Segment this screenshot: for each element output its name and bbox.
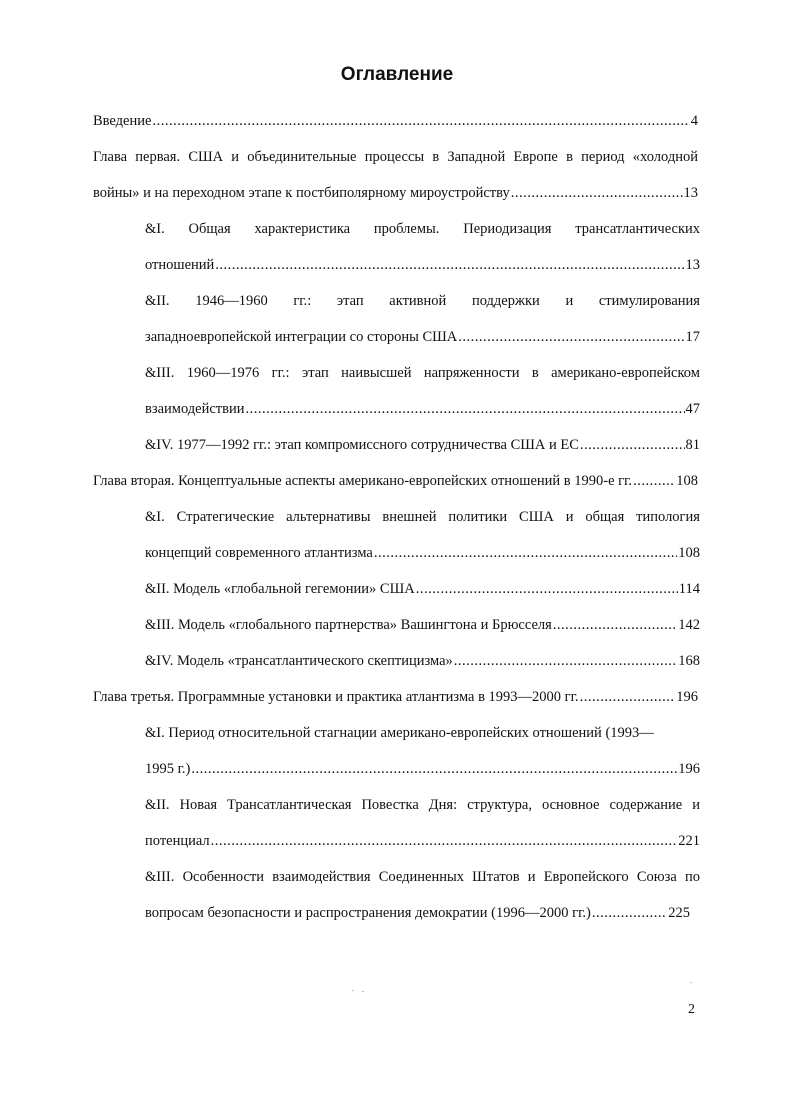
toc-word: Штатов: [472, 869, 520, 885]
toc-page-number: 142: [678, 617, 700, 633]
toc-word: в: [531, 365, 539, 381]
toc-word: активной: [389, 293, 447, 309]
toc-section-1-2[interactable]: [145, 290, 700, 312]
toc-entry-text: потенциал: [145, 833, 210, 849]
toc-leader-dots: [580, 686, 676, 708]
toc-entry-text: &IV. 1977—1992 гг.: этап компромиссного сотрудничества США и ЕС: [145, 437, 579, 453]
toc-word: объединительные: [247, 149, 357, 165]
toc-word: общая: [585, 509, 625, 525]
toc-entry-text: &III. Модель «глобального партнерства» Вашингтона и Брюсселя: [145, 617, 552, 633]
toc-entry-text: Введение: [93, 113, 152, 129]
toc-page-number: 4: [690, 113, 698, 129]
toc-word: типология: [636, 509, 700, 525]
toc-word: и: [565, 293, 574, 309]
scan-speck: [352, 990, 354, 991]
toc-word: альтернативы: [286, 509, 371, 525]
toc-word: &I.: [145, 509, 165, 525]
toc-section-2-3[interactable]: [145, 614, 700, 636]
toc-entry-text: &II. Модель «глобальной гегемонии» США: [145, 581, 415, 597]
toc-word: основное: [541, 797, 600, 813]
toc-section-2-1[interactable]: [145, 506, 700, 528]
toc-word: в: [566, 149, 573, 165]
toc-word: Западной: [447, 149, 506, 165]
toc-word: поддержки: [471, 293, 540, 309]
toc-page-number: 196: [676, 689, 698, 705]
toc-word: наивысшей: [341, 365, 412, 381]
toc-leader-dots: [215, 254, 684, 276]
toc-word: Новая: [179, 797, 218, 813]
toc-word: Союза: [636, 869, 677, 885]
toc-page-number: 47: [685, 401, 700, 417]
toc-leader-dots: [416, 578, 678, 600]
toc-page-number: 108: [676, 473, 698, 489]
toc-page-number: 225: [668, 905, 690, 921]
toc-section-3-1-cont[interactable]: [145, 758, 700, 780]
toc-word: характеристика: [254, 221, 351, 237]
toc-leader-dots: [152, 110, 689, 132]
toc-leader-dots: [454, 650, 677, 672]
toc-entry-text: вопросам безопасности и распространения демократии (1996—2000 гг.): [145, 905, 591, 921]
toc-word: структура,: [467, 797, 532, 813]
toc-word: Дня:: [428, 797, 458, 813]
toc-chapter-3[interactable]: [93, 686, 698, 708]
toc-chapter-2[interactable]: [93, 470, 698, 492]
toc-leader-dots: [191, 758, 677, 780]
toc-leader-dots: [458, 326, 684, 348]
toc-word: гг.:: [293, 293, 312, 309]
toc-chapter-1[interactable]: [93, 146, 698, 168]
toc-word: стимулирования: [598, 293, 700, 309]
toc-page-number: 114: [678, 581, 700, 597]
toc-word: Глава: [93, 149, 128, 165]
toc-word: Повестка: [361, 797, 419, 813]
toc-word: Соединенных: [378, 869, 464, 885]
toc-entry-text: Глава вторая. Концептуальные аспекты американо-европейских отношений в 1990-е гг.: [93, 473, 633, 489]
toc-page-number: 221: [678, 833, 700, 849]
toc-page-number: 17: [685, 329, 700, 345]
toc-word: и: [565, 509, 574, 525]
toc-section-3-2-cont[interactable]: [145, 830, 700, 852]
toc-word: Общая: [188, 221, 231, 237]
toc-word: и: [527, 869, 536, 885]
toc-section-1-3-cont[interactable]: [145, 398, 700, 420]
toc-word: Особенности: [182, 869, 265, 885]
toc-entry-text: войны» и на переходном этапе к постбиполярному мироустройству: [93, 185, 510, 201]
toc-section-2-4[interactable]: [145, 650, 700, 672]
toc-page-number: 196: [678, 761, 700, 777]
toc-section-3-3[interactable]: [145, 866, 700, 888]
toc-section-1-2-cont[interactable]: [145, 326, 700, 348]
toc-word: первая.: [135, 149, 181, 165]
toc-word: &II.: [145, 797, 170, 813]
toc-entry-text: концепций современного атлантизма: [145, 545, 373, 561]
toc-page-number: 13: [683, 185, 698, 201]
toc-section-3-2[interactable]: [145, 794, 700, 816]
toc-word: «холодной: [632, 149, 698, 165]
toc-word: &III.: [145, 869, 175, 885]
toc-section-2-2[interactable]: [145, 578, 700, 600]
toc-page-number: 108: [678, 545, 700, 561]
scan-speck: [690, 982, 692, 983]
toc-section-1-1[interactable]: [145, 218, 700, 240]
toc-word: Периодизация: [463, 221, 552, 237]
toc-section-3-1[interactable]: [145, 722, 700, 744]
toc-word: по: [684, 869, 700, 885]
toc-word: проблемы.: [373, 221, 440, 237]
toc-leader-dots: [633, 470, 675, 492]
page-number: 2: [688, 1002, 695, 1017]
toc-word: этап: [301, 365, 329, 381]
toc-entry-text: западноевропейской интеграции со стороны США: [145, 329, 458, 345]
toc-leader-dots: [246, 398, 685, 420]
toc-word: этап: [336, 293, 364, 309]
toc-word: напряженности: [423, 365, 520, 381]
toc-leader-dots: [211, 830, 678, 852]
toc-word: в: [432, 149, 440, 165]
toc-word: &II.: [145, 293, 170, 309]
toc-entry-text: &I. Период относительной стагнации американо-европейских отношений (1993—: [145, 725, 654, 741]
toc-entry-text: &IV. Модель «трансатлантического скептицизма»: [145, 653, 453, 669]
toc-section-1-3[interactable]: [145, 362, 700, 384]
toc-word: 1946—1960: [195, 293, 268, 309]
toc-word: США: [188, 149, 224, 165]
toc-leader-dots: [553, 614, 677, 636]
toc-word: содержание: [609, 797, 683, 813]
toc-leader-dots: [374, 542, 677, 564]
toc-word: 1960—1976: [186, 365, 260, 381]
toc-leader-dots: [580, 434, 685, 456]
toc-entry-text: 1995 г.): [145, 761, 191, 777]
toc-word: Европейского: [543, 869, 629, 885]
toc-word: период: [581, 149, 625, 165]
toc-page-number: 81: [685, 437, 700, 453]
toc-section-2-1-cont[interactable]: [145, 542, 700, 564]
toc-word: политики: [448, 509, 508, 525]
toc-entry-intro[interactable]: [93, 110, 698, 132]
toc-page-number: 168: [678, 653, 700, 669]
toc-word: США: [519, 509, 554, 525]
toc-word: американо-европейском: [551, 365, 700, 381]
scan-speck: [362, 991, 364, 992]
toc-entry-text: Глава третья. Программные установки и практика атлантизма в 1993—2000 гг.: [93, 689, 579, 705]
page-title: Оглавление: [340, 64, 454, 85]
toc-page-number: 13: [685, 257, 700, 273]
toc-word: процессы: [364, 149, 425, 165]
toc-section-1-1-cont[interactable]: [145, 254, 700, 276]
toc-leader-dots: [511, 182, 683, 204]
toc-section-3-3-cont[interactable]: [145, 902, 690, 924]
toc-entry-text: отношений: [145, 257, 215, 273]
toc-word: Европе: [513, 149, 558, 165]
toc-section-1-4[interactable]: [145, 434, 700, 456]
toc-word: и: [692, 797, 700, 813]
toc-word: взаимодействия: [272, 869, 371, 885]
toc-word: &I.: [145, 221, 165, 237]
toc-word: трансатлантических: [575, 221, 700, 237]
toc-leader-dots: [592, 902, 667, 924]
toc-word: Трансатлантическая: [227, 797, 352, 813]
toc-word: внешней: [382, 509, 437, 525]
toc-word: Стратегические: [176, 509, 275, 525]
toc-entry-text: взаимодействии: [145, 401, 245, 417]
toc-word: гг.:: [271, 365, 290, 381]
toc-chapter-1-cont[interactable]: [93, 182, 698, 204]
toc-word: и: [231, 149, 240, 165]
toc-word: &III.: [145, 365, 175, 381]
